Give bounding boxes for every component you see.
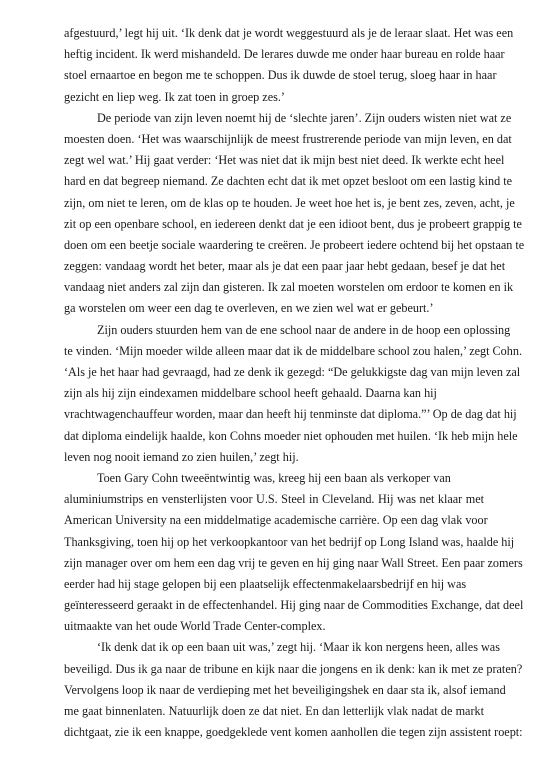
text-line: Toen Gary Cohn tweeëntwintig was, kreeg hij een baan als verkoper van [97, 470, 451, 485]
paragraph-5 [64, 637, 523, 743]
text-line: zeggen: vandaag wordt het beter, maar als je dat een paar jaar hebt gedaan, besef je dat het [64, 259, 506, 274]
text-line: dichtgaat, zie ik een knappe, goedgeklede vent komen aanhollen die tegen zijn assistent roept: [64, 725, 523, 740]
text-line: geïnteresseerd geraakt in de effectenhandel. Hij ging naar de Commodities Exchange, dat deel [64, 598, 524, 613]
text-line: stoel ernaartoe en begon me te schoppen. Dus ik duwde de stoel terug, sloeg haar in haar [64, 68, 497, 83]
paragraph-3 [64, 320, 523, 468]
text-line: vrachtwagenchauffeur worden, maar dan heeft hij tenminste dat diploma.”’ Op de dag dat hij [64, 407, 517, 422]
text-line: beveiligd. Dus ik ga naar de tribune en kijk naar die jongens en ik denk: kan ik met ze praten? [64, 661, 523, 676]
text-line: Vervolgens loop ik naar de verdieping met het beveiligingshek en daar sta ik, alsof iemand [64, 682, 506, 697]
paragraph-4 [64, 468, 524, 638]
text-line: uitmaakte van het oude World Trade Center-complex. [64, 619, 326, 634]
text-line: doen om een beetje sociale waardering te creëren. Je probeert iedere ochtend bij het opstaan te [64, 237, 525, 252]
text-line: moesten doen. ‘Het was waarschijnlijk de meest frustrerende periode van mijn leven, en dat [64, 131, 512, 146]
text-line: zijn manager over om hem een dag vrij te geven en hij ging naar Wall Street. Een paar zomers [64, 555, 523, 570]
document-body [64, 23, 525, 743]
paragraph-1 [64, 23, 514, 108]
text-line: afgestuurd,’ legt hij uit. ‘Ik denk dat je wordt weggestuurd als je de leraar slaat. Het was een [64, 26, 514, 40]
text-line: ‘Als je het haar had gevraagd, had ze denk ik gezegd: “De gelukkigste dag van mijn leven zal [64, 365, 521, 379]
paragraph-2 [64, 108, 525, 320]
text-line: zijn, om niet te leren, om de klas op te houden. Je weet hoe het is, je bent zes, zeven, acht, je [64, 195, 515, 210]
text-line: De periode van zijn leven noemt hij de ‘slechte jaren’. Zijn ouders wisten niet wat ze [97, 110, 512, 125]
text-line: zit op een openbare school, en iedereen denkt dat je een idioot bent, dus je probeert grappig te [64, 216, 522, 231]
text-line: zegt wel wat.’ Hij gaat verder: ‘Het was niet dat ik mijn best niet deed. Ik werkte echt heel [64, 153, 505, 168]
text-line: ‘Ik denk dat ik op een baan uit was,’ zegt hij. ‘Maar ik kon nergens heen, alles was [97, 640, 500, 655]
text-line: ga worstelen om weer een dag te overleven, en we zien wel wat er gebeurt.’ [64, 301, 434, 316]
text-line: zijn als hij zijn eindexamen middelbare school heeft gehaald. Daarna kan hij [64, 386, 437, 401]
text-line: vandaag niet anders zal zijn dan gisteren. Ik zal moeten worstelen om erdoor te komen en ik [64, 280, 514, 295]
text-line: American University na een middelmatige academische carrière. Op een dag vlak voor [64, 513, 488, 528]
text-line: aluminiumstrips en vensterlijsten voor U.S. Steel in Cleveland. Hij was net klaar met [64, 492, 484, 507]
text-line: Zijn ouders stuurden hem van de ene school naar de andere in de hoop een oplossing [97, 322, 511, 337]
text-line: leven nog nooit iemand zo zien huilen,’ zegt hij. [64, 449, 299, 464]
text-line: Thanksgiving, toen hij op het verkoopkantoor van het bedrijf op Long Island was, haalde hij [64, 534, 515, 549]
text-line: heftig incident. Ik werd mishandeld. De lerares duwde me onder haar bureau en rolde haar [64, 47, 505, 62]
text-line: gezicht en liep weg. Ik zat toen in groep zes.’ [64, 89, 285, 104]
text-line: me gaat binnenlaten. Natuurlijk doen ze dat niet. En dan letterlijk vlak nadat de markt [64, 704, 484, 718]
text-line: hard en dat begreep niemand. Ze dachten echt dat ik met opzet besloot om een lastig kind te [64, 174, 513, 189]
text-line: te vinden. ‘Mijn moeder wilde alleen maar dat ik de middelbare school zou halen,’ zegt Cohn. [64, 343, 523, 358]
text-line: dat diploma eindelijk haalde, kon Cohns moeder niet ophouden met huilen. ‘Ik heb mijn hele [64, 428, 518, 443]
text-line: eerder had hij stage gelopen bij een plaatselijk effectenmakelaarsbedrijf en hij was [64, 576, 467, 591]
